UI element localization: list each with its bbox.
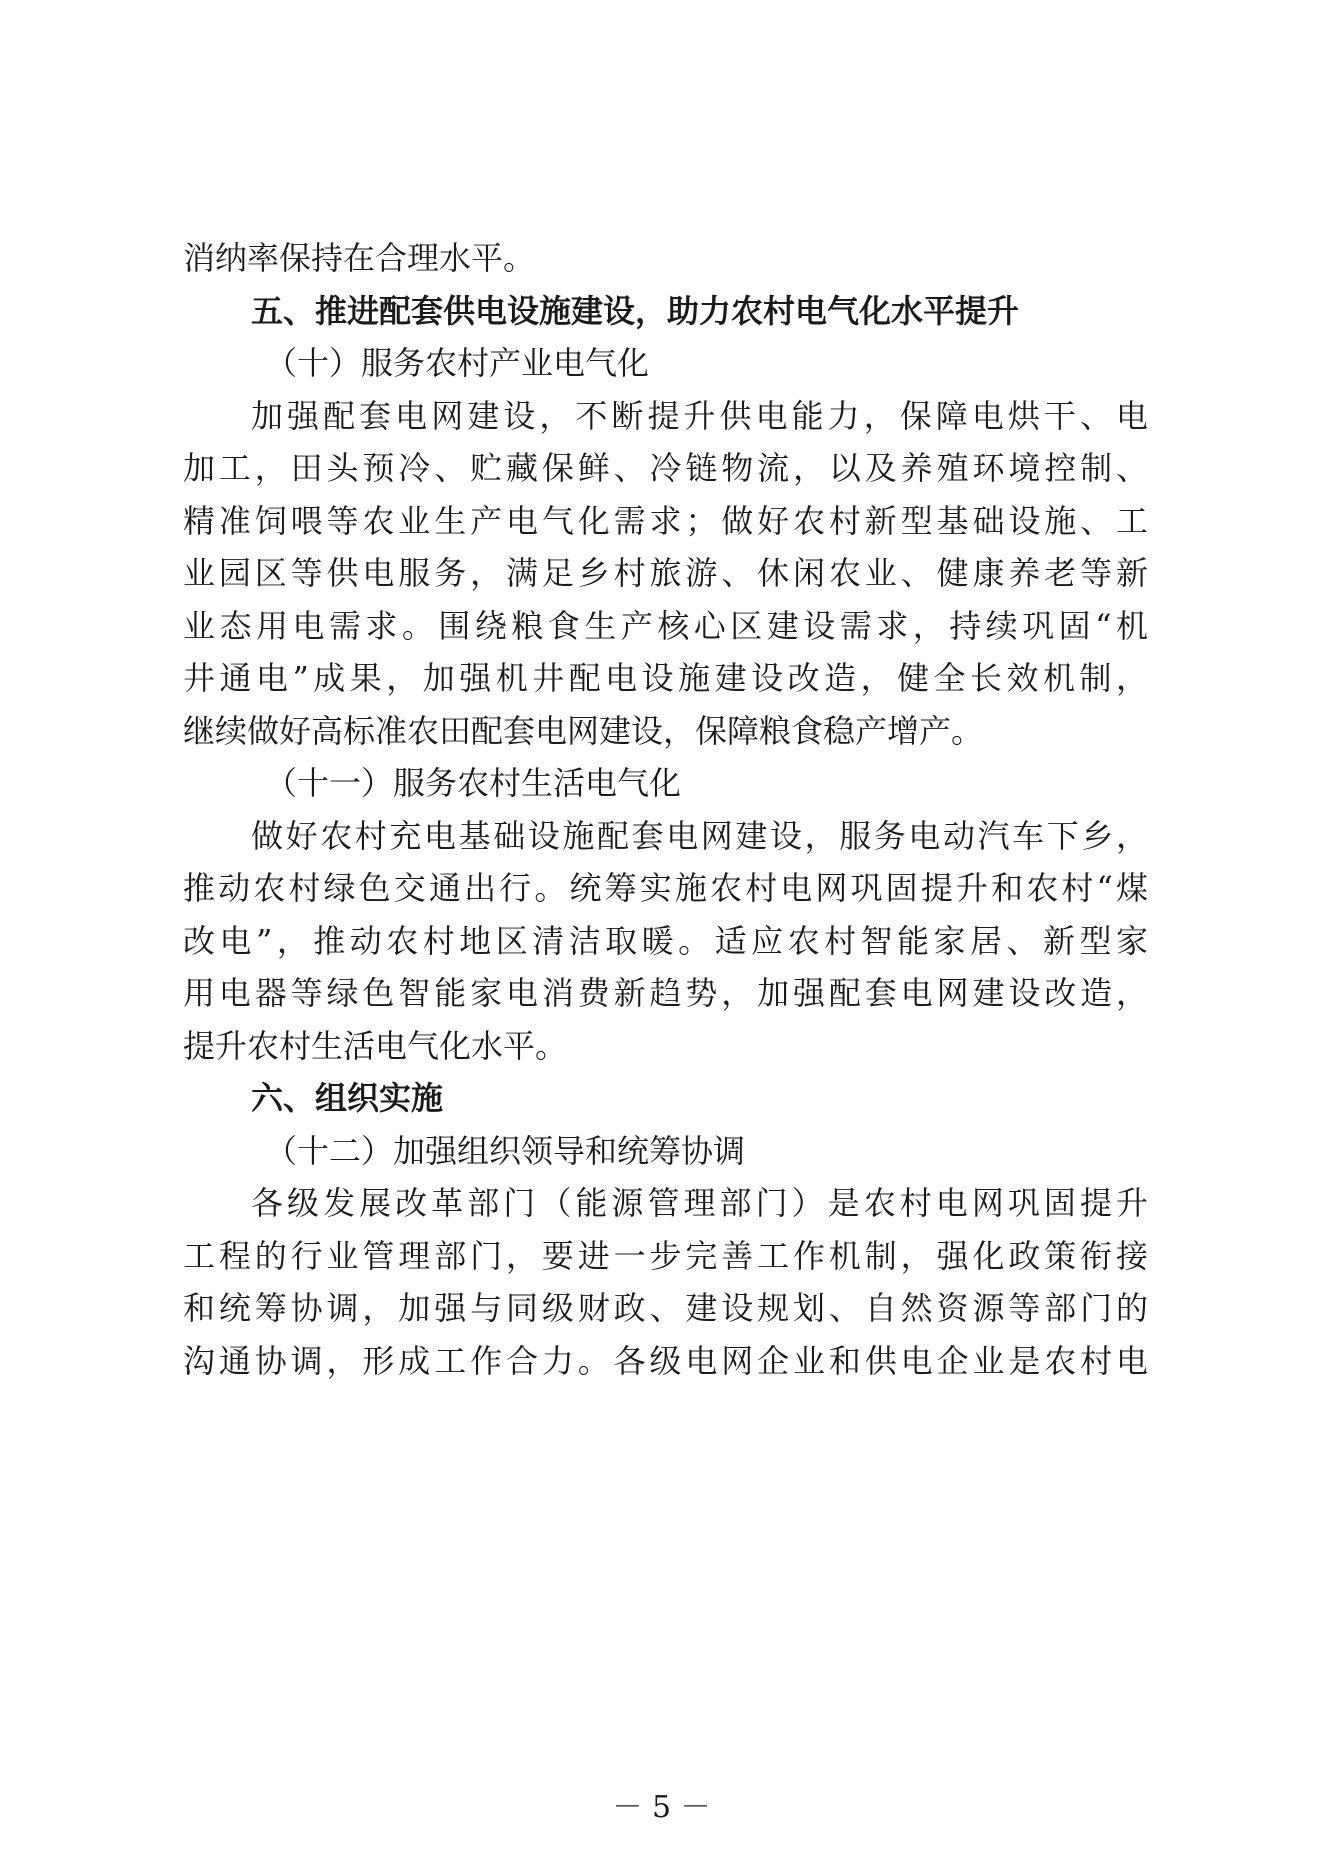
paragraph-line: 改电”，推动农村地区清洁取暖。适应农村智能家居、新型家 bbox=[183, 921, 1148, 960]
paragraph-line: 业态用电需求。围绕粮食生产核心区建设需求，持续巩固“机 bbox=[183, 606, 1148, 645]
paragraph-first-line: 做好农村充电基础设施配套电网建设，服务电动汽车下乡， bbox=[251, 816, 1148, 855]
paragraph-last-line: 继续做好高标准农田配套电网建设，保障粮食稳产增产。 bbox=[183, 711, 984, 750]
paragraph-line: 业园区等供电服务，满足乡村旅游、休闲农业、健康养老等新 bbox=[183, 554, 1148, 592]
paragraph-first-line: 各级发展改革部门（能源管理部门）是农村电网巩固提升 bbox=[251, 1184, 1148, 1222]
paragraph-line: 井通电”成果，加强机井配电设施建设改造，健全长效机制， bbox=[183, 659, 1148, 697]
paragraph-line: 推动农村绿色交通出行。统筹实施农村电网巩固提升和农村“煤 bbox=[183, 869, 1148, 907]
paragraph-first-line: 加强配套电网建设，不断提升供电能力，保障电烘干、电 bbox=[251, 396, 1148, 435]
subsection-heading: （十）服务农村产业电气化 bbox=[265, 344, 650, 382]
subsection-heading: （十一）服务农村生活电气化 bbox=[265, 764, 682, 802]
document-body bbox=[183, 232, 1148, 1387]
paragraph-line: 用电器等绿色智能家电消费新趋势，加强配套电网建设改造， bbox=[183, 974, 1148, 1012]
paragraph-last-line: 消纳率保持在合理水平。 bbox=[183, 239, 536, 277]
paragraph-line: 沟通协调，形成工作合力。各级电网企业和供电企业是农村电 bbox=[183, 1341, 1148, 1380]
paragraph-line: 和统筹协调，加强与同级财政、建设规划、自然资源等部门的 bbox=[183, 1289, 1148, 1327]
paragraph-line: 工程的行业管理部门，要进一步完善工作机制，强化政策衔接 bbox=[183, 1236, 1148, 1275]
section-heading: 六、组织实施 bbox=[251, 1079, 444, 1117]
paragraph-line: 精准饲喂等农业生产电气化需求；做好农村新型基础设施、工 bbox=[183, 501, 1148, 540]
paragraph-last-line: 提升农村生活电气化水平。 bbox=[183, 1026, 568, 1065]
subsection-heading: （十二）加强组织领导和统筹协调 bbox=[265, 1131, 746, 1170]
page-number: － 5 － bbox=[612, 1790, 711, 1825]
section-heading: 五、推进配套供电设施建设，助力农村电气化水平提升 bbox=[251, 291, 1020, 330]
paragraph-line: 加工，田头预冷、贮藏保鲜、冷链物流，以及养殖环境控制、 bbox=[183, 449, 1148, 487]
